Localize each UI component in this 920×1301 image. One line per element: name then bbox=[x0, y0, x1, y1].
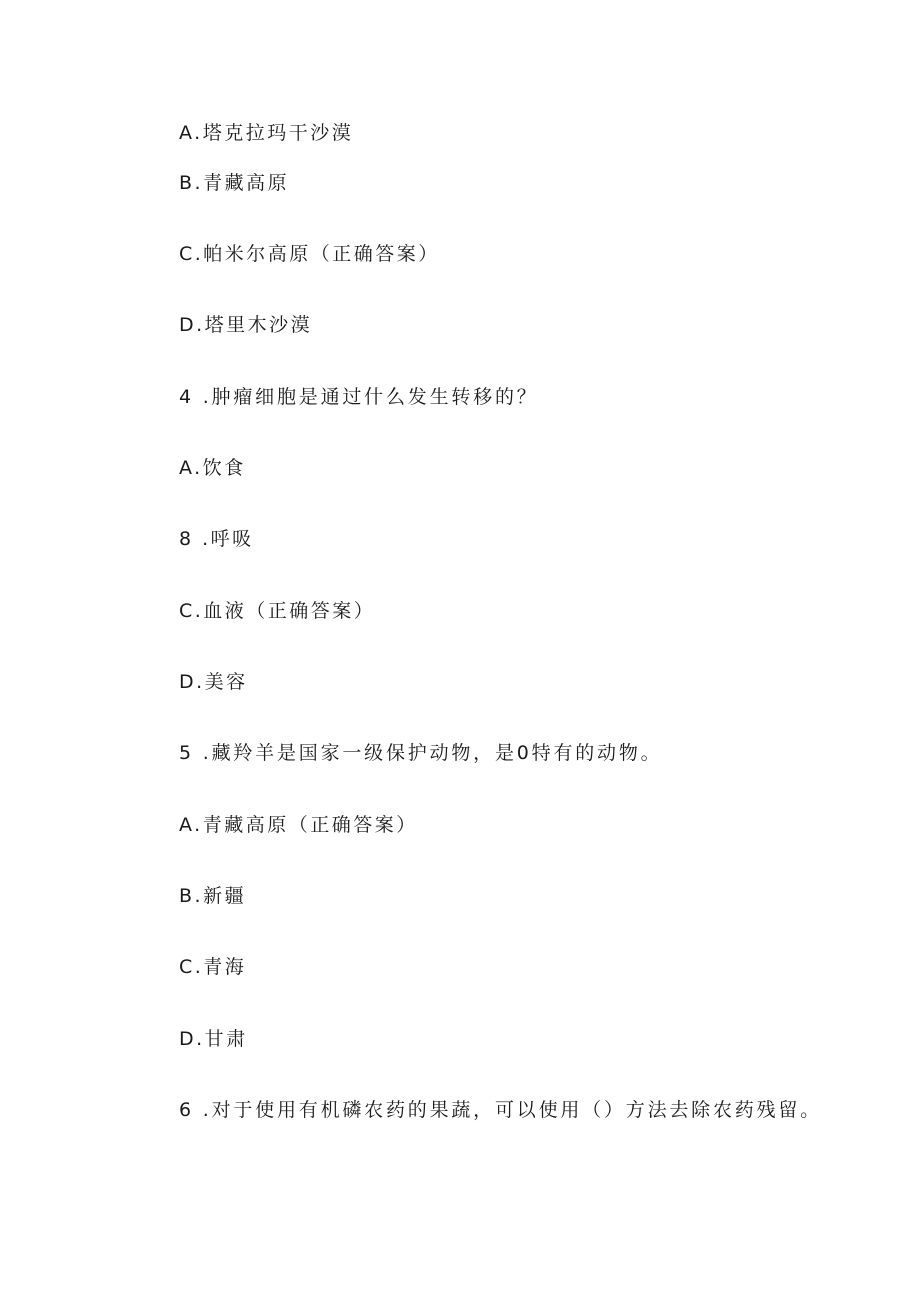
question-4: 4 .肿瘤细胞是通过什么发生转移的？ bbox=[179, 386, 539, 408]
option-c-pamir: C.帕米尔高原（正确答案） bbox=[179, 243, 440, 265]
option-b-breath: 8 .呼吸 bbox=[179, 528, 254, 550]
option-b-xinjiang: B.新疆 bbox=[179, 885, 247, 907]
option-b-qingzang: B.青藏高原 bbox=[179, 172, 290, 194]
option-d-tarim: D.塔里木沙漠 bbox=[179, 314, 313, 336]
option-a-diet: A.饮食 bbox=[179, 457, 246, 479]
option-c-blood: C.血液（正确答案） bbox=[179, 600, 376, 622]
option-d-gansu: D.甘肃 bbox=[179, 1028, 248, 1050]
option-c-qinghai: C.青海 bbox=[179, 956, 247, 978]
option-d-beauty: D.美容 bbox=[179, 671, 248, 693]
question-5: 5 .藏羚羊是国家一级保护动物，是0特有的动物。 bbox=[179, 742, 663, 764]
question-6: 6 .对于使用有机磷农药的果蔬，可以使用（）方法去除农药残留。 bbox=[179, 1099, 822, 1121]
option-a-taklamakan: A.塔克拉玛干沙漠 bbox=[179, 122, 354, 144]
option-a-qingzang: A.青藏高原（正确答案） bbox=[179, 814, 418, 836]
